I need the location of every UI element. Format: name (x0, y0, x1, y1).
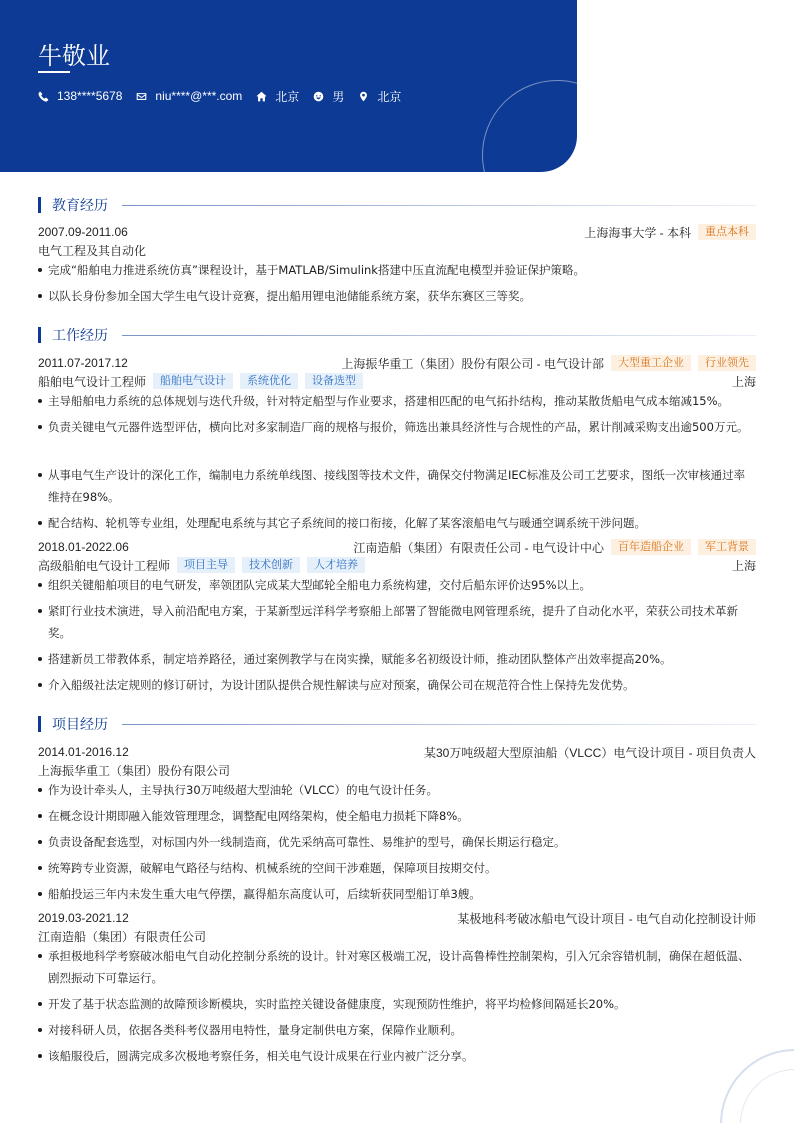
company-department: 上海振华重工（集团）股份有限公司 - 电气设计部 (341, 356, 604, 371)
section-marker (38, 327, 41, 343)
project-company: 上海振华重工（集团）股份有限公司 (38, 763, 231, 778)
section-divider (122, 724, 756, 725)
phone-number: 138****5678 (57, 89, 123, 103)
work-role-row (38, 556, 756, 574)
section-divider (122, 205, 756, 206)
home-icon (256, 91, 267, 102)
work-dates: 2011.07-2017.12 (38, 356, 128, 370)
location-icon (358, 91, 369, 102)
email-address: niu****@***.com (155, 89, 243, 103)
list-item: 完成“船舶电力推进系统仿真”课程设计，基于MATLAB/Simulink搭建中压直流配电模型并验证保护策略。 (38, 259, 756, 281)
list-item: 统筹跨专业资源，破解电气路径与结构、机械系统的空间干涉难题，保障项目按期交付。 (38, 857, 756, 879)
project-company: 江南造船（集团）有限责任公司 (38, 929, 207, 944)
contact-list (38, 88, 415, 104)
tag-badge: 大型重工企业 (611, 355, 691, 371)
section-marker (38, 716, 41, 732)
contact-email (136, 89, 242, 103)
major: 电气工程及其自动化 (38, 243, 147, 258)
work-role-row (38, 372, 756, 390)
section-title-education: 教育经历 (52, 198, 108, 214)
education-major-row (38, 241, 756, 259)
project-name-role: 某30万吨级超大型原油船（VLCC）电气设计项目 - 项目负责人 (423, 745, 756, 760)
list-item: 承担极地科学考察破冰船电气自动化控制分系统的设计。针对寒区极端工况，设计高鲁棒性控制架构，引入冗余容错机制，确保在超低温、剧烈振动下可靠运行。 (38, 945, 756, 989)
list-item: 以队长身份参加全国大学生电气设计竞赛，提出船用锂电池储能系统方案，获华东赛区三等奖。 (38, 285, 756, 307)
header-banner (0, 0, 577, 172)
work-entry-header (38, 354, 756, 372)
list-item: 紧盯行业技术演进，导入前沿配电方案，于某新型远洋科学考察船上部署了智能微电网管理系统，提升了自动化水平，荣获公司技术革新奖。 (38, 600, 756, 644)
work-city: 上海 (731, 374, 756, 389)
list-item: 船舶投运三年内未发生重大电气停摆，赢得船东高度认可，后续斩获同型船订单3艘。 (38, 883, 756, 905)
decorative-circle (482, 80, 577, 172)
section-marker (38, 197, 41, 213)
project-dates: 2014.01-2016.12 (38, 745, 129, 759)
project-name-role: 某极地科考破冰船电气设计项目 - 电气自动化控制设计师 (457, 911, 756, 926)
skill-tag: 项目主导 (177, 557, 235, 573)
gender-icon (313, 91, 324, 102)
job-title: 高级船舶电气设计工程师 (38, 558, 171, 573)
gender: 男 (332, 89, 345, 104)
list-item: 负责设备配套选型，对标国内外一线制造商，优先采纳高可靠性、易维护的型号，确保长期运行稳定。 (38, 831, 756, 853)
project-entry-header (38, 909, 756, 927)
project-dates: 2019.03-2021.12 (38, 911, 129, 925)
location: 北京 (377, 89, 402, 104)
list-item: 主导船舶电力系统的总体规划与迭代升级，针对特定船型与作业要求，搭建相匹配的电气拓扑结构，推动某散货船电气成本缩减15%。 (38, 390, 756, 412)
job-title: 船舶电气设计工程师 (38, 374, 147, 389)
list-item: 作为设计牵头人，主导执行30万吨级超大型油轮（VLCC）的电气设计任务。 (38, 779, 756, 801)
work-dates: 2018.01-2022.06 (38, 540, 129, 554)
company-department: 江南造船（集团）有限责任公司 - 电气设计中心 (353, 540, 604, 555)
hometown: 北京 (275, 89, 300, 104)
contact-phone (38, 89, 122, 103)
skill-tag: 船舶电气设计 (153, 373, 233, 389)
tag-badge: 百年造船企业 (611, 539, 691, 555)
tag-badge: 重点本科 (698, 224, 756, 240)
list-item: 配合结构、轮机等专业组，处理配电系统与其它子系统间的接口衔接，化解了某客滚船电气与暖通空调系统干涉问题。 (38, 512, 756, 534)
list-item: 该船服役后，圆满完成多次极地考察任务，相关电气设计成果在行业内被广泛分享。 (38, 1045, 756, 1067)
tag-badge: 行业领先 (698, 355, 756, 371)
tag-badge: 军工背景 (698, 539, 756, 555)
mail-icon (136, 91, 147, 102)
list-item: 介入船级社法定规则的修订研讨，为设计团队提供合规性解读与应对预案，确保公司在规范符合性上保持先发优势。 (38, 674, 756, 696)
candidate-name: 牛敬业 (38, 42, 110, 70)
skill-tag: 技术创新 (242, 557, 300, 573)
section-work (38, 327, 756, 343)
skill-tag: 人才培养 (307, 557, 365, 573)
contact-gender (313, 88, 344, 105)
list-item: 负责关键电气元器件选型评估，横向比对多家制造厂商的规格与报价，筛选出兼具经济性与合规性的产品，累计削减采购支出逾500万元。 (38, 416, 756, 438)
project-company-row (38, 761, 756, 779)
education-dates: 2007.09-2011.06 (38, 225, 128, 239)
work-entry-header (38, 538, 756, 556)
list-item: 组织关键船舶项目的电气研发，率领团队完成某大型邮轮全船电力系统构建，交付后船东评价达95%以上。 (38, 574, 756, 596)
list-item: 对接科研人员，依据各类科考仪器用电特性，量身定制供电方案，保障作业顺利。 (38, 1019, 756, 1041)
list-item: 从事电气生产设计的深化工作，编制电力系统单线图、接线图等技术文件，确保交付物满足IEC标准及公司工艺要求，图纸一次审核通过率维持在98%。 (38, 464, 756, 508)
contact-hometown (256, 88, 299, 105)
list-item: 搭建新员工带教体系，制定培养路径，通过案例教学与在岗实操，赋能多名初级设计师，推动团队整体产出效率提高20%。 (38, 648, 756, 670)
section-title-projects: 项目经历 (52, 717, 108, 733)
school-degree: 上海海事大学 - 本科 (584, 225, 691, 240)
section-projects (38, 716, 756, 732)
project-company-row (38, 927, 756, 945)
name-underline (38, 71, 70, 73)
work-city: 上海 (731, 558, 756, 573)
section-divider (122, 335, 756, 336)
phone-icon (38, 91, 49, 102)
education-header (38, 223, 756, 241)
list-item: 在概念设计期即融入能效管理理念，调整配电网络架构，使全船电力损耗下降8%。 (38, 805, 756, 827)
list-item: 开发了基于状态监测的故障预诊断模块，实时监控关键设备健康度，实现预防性维护，将平均检修间隔延长20%。 (38, 993, 756, 1015)
skill-tag: 设备选型 (305, 373, 363, 389)
section-education (38, 197, 756, 213)
section-title-work: 工作经历 (52, 328, 108, 344)
project-entry-header (38, 743, 756, 761)
skill-tag: 系统优化 (240, 373, 298, 389)
contact-location (358, 88, 401, 105)
